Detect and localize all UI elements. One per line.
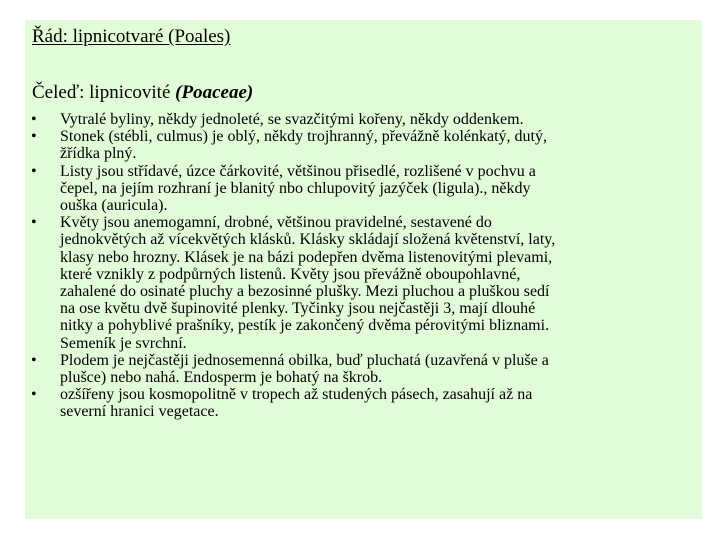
family-title <box>32 82 253 104</box>
family-latin-name: (Poaceae) <box>175 82 254 103</box>
bullet-item <box>25 128 685 162</box>
bullet-text-line: Plodem je nejčastěji jednosemenná obilka, buď pluchatá (uzavřená v pluše a <box>60 351 549 369</box>
bullet-text-line: plušce) nebo nahá. Endosperm je bohatý na škrob. <box>60 369 383 387</box>
bullet-text-line: Vytralé byliny, někdy jednoleté, se svazčitými kořeny, někdy oddenkem. <box>60 111 524 128</box>
bullet-marker: • <box>31 351 37 369</box>
bullet-text-line: Stonek (stébli, culmus) je oblý, někdy trojhranný, převážně kolénkatý, dutý, <box>60 128 547 146</box>
bullet-item <box>25 352 685 386</box>
bullet-list <box>25 111 685 421</box>
bullet-text-line: zahalené do osinaté pluchy a bezosinné plušky. Mezi pluchou a pluškou sedí <box>60 283 550 301</box>
bullet-item <box>25 214 685 352</box>
bullet-text-line: severní hranici vegetace. <box>60 403 219 421</box>
bullet-item <box>25 386 685 420</box>
slide-panel <box>25 20 702 519</box>
bullet-text-line: žřídka plný. <box>60 145 137 163</box>
order-title: Řád: lipnicotvaré (Poales) <box>32 26 231 47</box>
bullet-item <box>25 163 685 215</box>
bullet-text-line: nitky a pohyblivé prašníky, pestík je zakončený dvěma pérovitými bliznami. <box>60 317 550 335</box>
bullet-text-line: Listy jsou střídavé, úzce čárkovité, většinou přisedlé, rozlišené v pochvu a <box>60 162 536 180</box>
bullet-marker: • <box>31 162 37 180</box>
bullet-text-line: ozšířeny jsou kosmopolitně v tropech až studených pásech, zasahují až na <box>60 386 533 404</box>
bullet-text-line: ouška (auricula). <box>60 197 168 215</box>
bullet-text-line: Květy jsou anemogamní, drobné, většinou pravidelné, sestavené do <box>60 214 492 232</box>
bullet-marker: • <box>31 128 37 146</box>
bullet-text-line: na ose květu dvě šupinovité plenky. Tyčinky jsou nejčastěji 3, mají dlouhé <box>60 300 536 318</box>
bullet-item <box>25 111 685 128</box>
bullet-marker: • <box>31 111 37 128</box>
bullet-text-line: které vznikly z podpůrných listenů. Květy jsou převážně oboupohlavné, <box>60 265 521 283</box>
bullet-text-line: klasy nebo hrozny. Klásek je na bázi podepřen dvěma listenovitými plevami, <box>60 248 553 266</box>
bullet-text-line: Semeník je svrchní. <box>60 334 187 352</box>
bullet-text-line: čepel, na jejím rozhraní je blanitý nbo chlupovitý jazýček (ligula)., někdy <box>60 179 531 197</box>
bullet-text-line: jednokvětých až vícekvětých klásků. Klásky skládají složená květenství, laty, <box>60 231 556 249</box>
bullet-marker: • <box>31 214 37 232</box>
family-label: Čeleď: lipnicovité <box>32 82 176 103</box>
bullet-marker: • <box>31 386 37 404</box>
